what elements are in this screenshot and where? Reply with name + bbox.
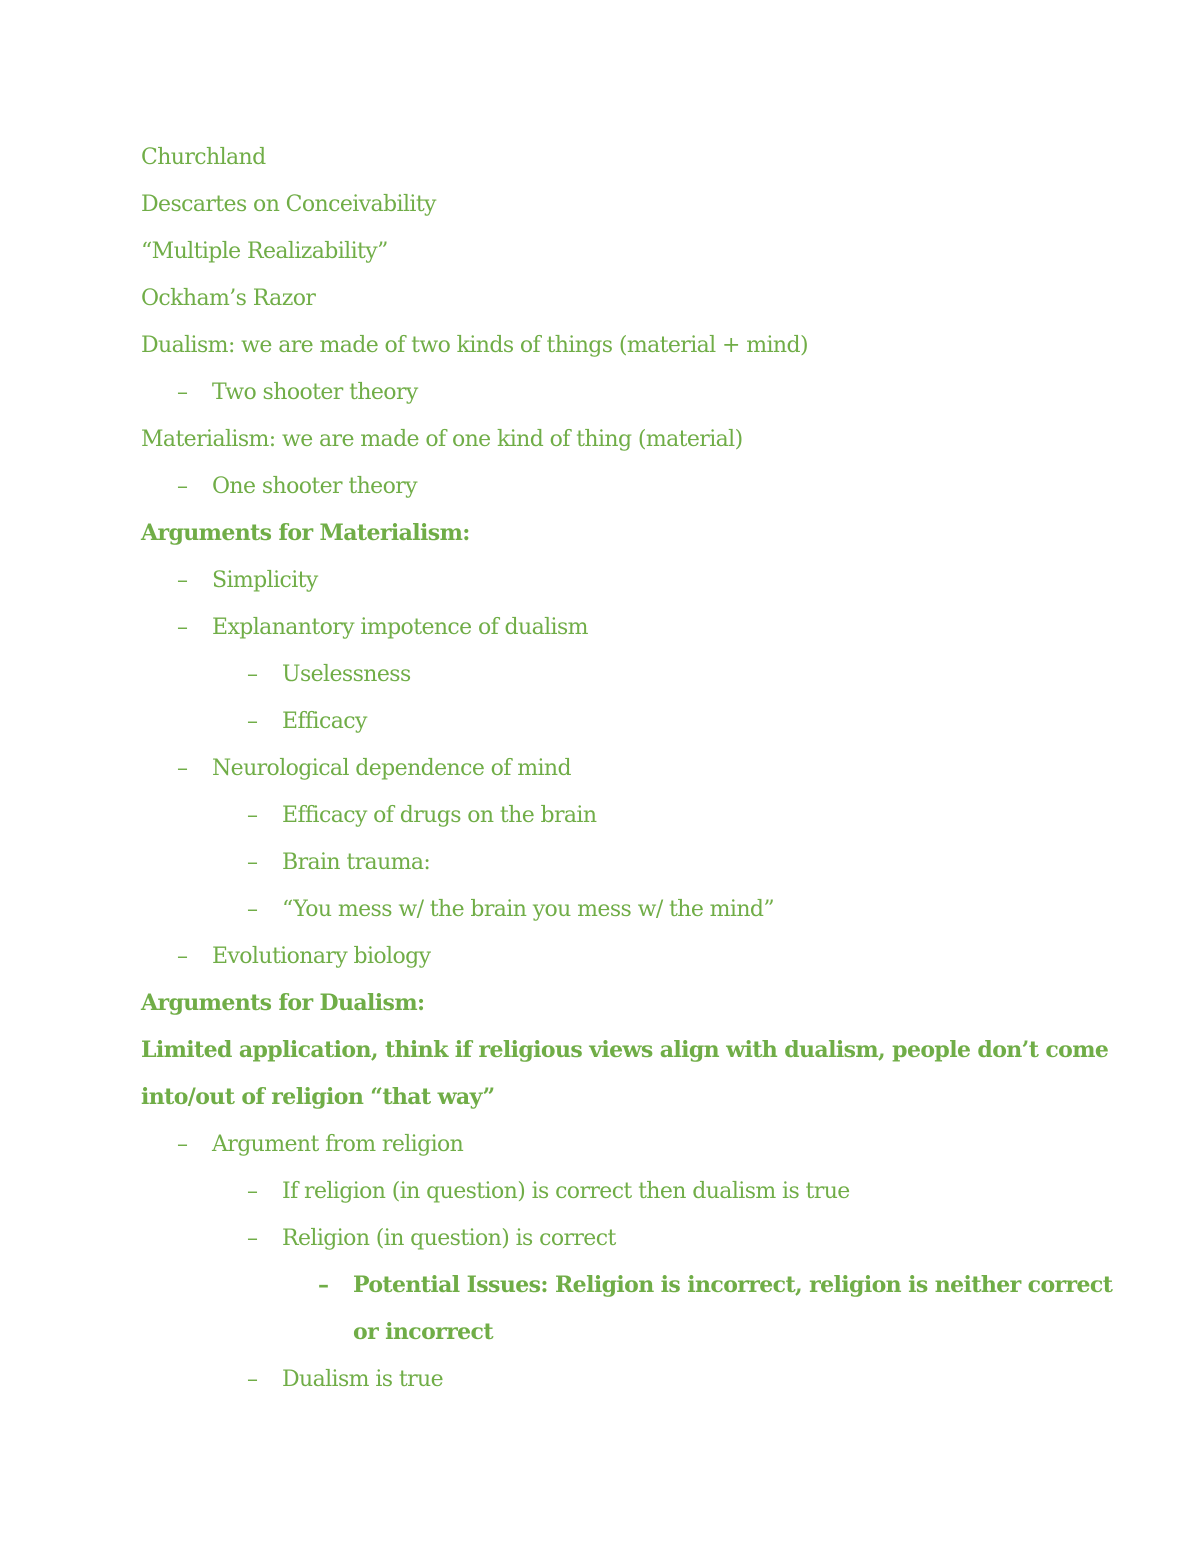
list-item-potential-issues-line2: or incorrect [353, 1319, 493, 1345]
bullet-dash: – [247, 1226, 258, 1251]
topic-churchland: Churchland [141, 145, 266, 170]
bullet-dash: – [247, 897, 258, 922]
list-item-conclusion [141, 1356, 1071, 1403]
bullet-dash: – [247, 1179, 258, 1204]
list-item-text: Evolutionary biology [212, 944, 431, 969]
note-limited-application-line2: into/out of religion “that way” [141, 1084, 495, 1110]
bullet-dash: – [247, 803, 258, 828]
list-item-mess-quote [141, 886, 1071, 933]
list-item-text: Two shooter theory [212, 380, 418, 405]
list-item-text: Efficacy of drugs on the brain [282, 803, 597, 828]
list-item-text: Dualism is true [282, 1367, 444, 1392]
topic-ockhams-razor: Ockham’s Razor [141, 286, 316, 311]
topic-multiple-realizability: “Multiple Realizability” [141, 239, 388, 264]
heading-arguments-materialism: Arguments for Materialism: [141, 520, 470, 546]
heading-arguments-dualism: Arguments for Dualism: [141, 990, 425, 1016]
bullet-dash: – [247, 850, 258, 875]
list-item-text: Potential Issues: Religion is incorrect, religion is neither correct [353, 1272, 1113, 1298]
list-item-one-shooter [141, 463, 1071, 510]
bullet-dash: – [247, 1367, 258, 1392]
list-item-text: Neurological dependence of mind [212, 756, 571, 781]
list-item-simplicity [141, 557, 1071, 604]
list-item-text: Explanantory impotence of dualism [212, 615, 588, 640]
note-limited-application-line1: Limited application, think if religious views align with dualism, people don’t come [141, 1037, 1109, 1063]
list-item-text: Argument from religion [212, 1132, 464, 1157]
list-item-efficacy [141, 698, 1071, 745]
list-item-text: Brain trauma: [282, 850, 431, 875]
bullet-dash: – [177, 474, 188, 499]
list-item-text: Efficacy [282, 709, 367, 734]
bullet-dash: – [177, 1132, 188, 1157]
list-item-text: Simplicity [212, 568, 318, 593]
bullet-dash: – [177, 756, 188, 781]
list-item-text: Uselessness [282, 662, 411, 687]
list-item-brain-trauma [141, 839, 1071, 886]
bullet-dash: – [318, 1272, 329, 1298]
bullet-dash: – [247, 662, 258, 687]
list-item-text: “You mess w/ the brain you mess w/ the mind” [282, 897, 775, 922]
bullet-dash: – [177, 380, 188, 405]
bullet-dash: – [177, 944, 188, 969]
topic-descartes: Descartes on Conceivability [141, 192, 436, 217]
notes-body [141, 134, 1113, 1403]
list-item-text: Religion (in question) is correct [282, 1226, 616, 1251]
list-item-evolutionary-biology [141, 933, 1071, 980]
definition-dualism: Dualism: we are made of two kinds of things (material + mind) [141, 333, 808, 358]
list-item-explanatory-impotence [141, 604, 1071, 651]
bullet-dash: – [177, 615, 188, 640]
list-item-neurological-dependence [141, 745, 1071, 792]
list-item-drugs [141, 792, 1071, 839]
list-item-potential-issues-line1 [141, 1262, 1113, 1309]
list-item-premise-1 [141, 1168, 1071, 1215]
bullet-dash: – [247, 709, 258, 734]
list-item-two-shooter [141, 369, 1071, 416]
list-item-text: One shooter theory [212, 474, 417, 499]
list-item-uselessness [141, 651, 1071, 698]
list-item-argument-from-religion [141, 1121, 1071, 1168]
list-item-premise-2 [141, 1215, 1071, 1262]
list-item-text: If religion (in question) is correct then dualism is true [282, 1179, 850, 1204]
bullet-dash: – [177, 568, 188, 593]
definition-materialism: Materialism: we are made of one kind of thing (material) [141, 427, 743, 452]
